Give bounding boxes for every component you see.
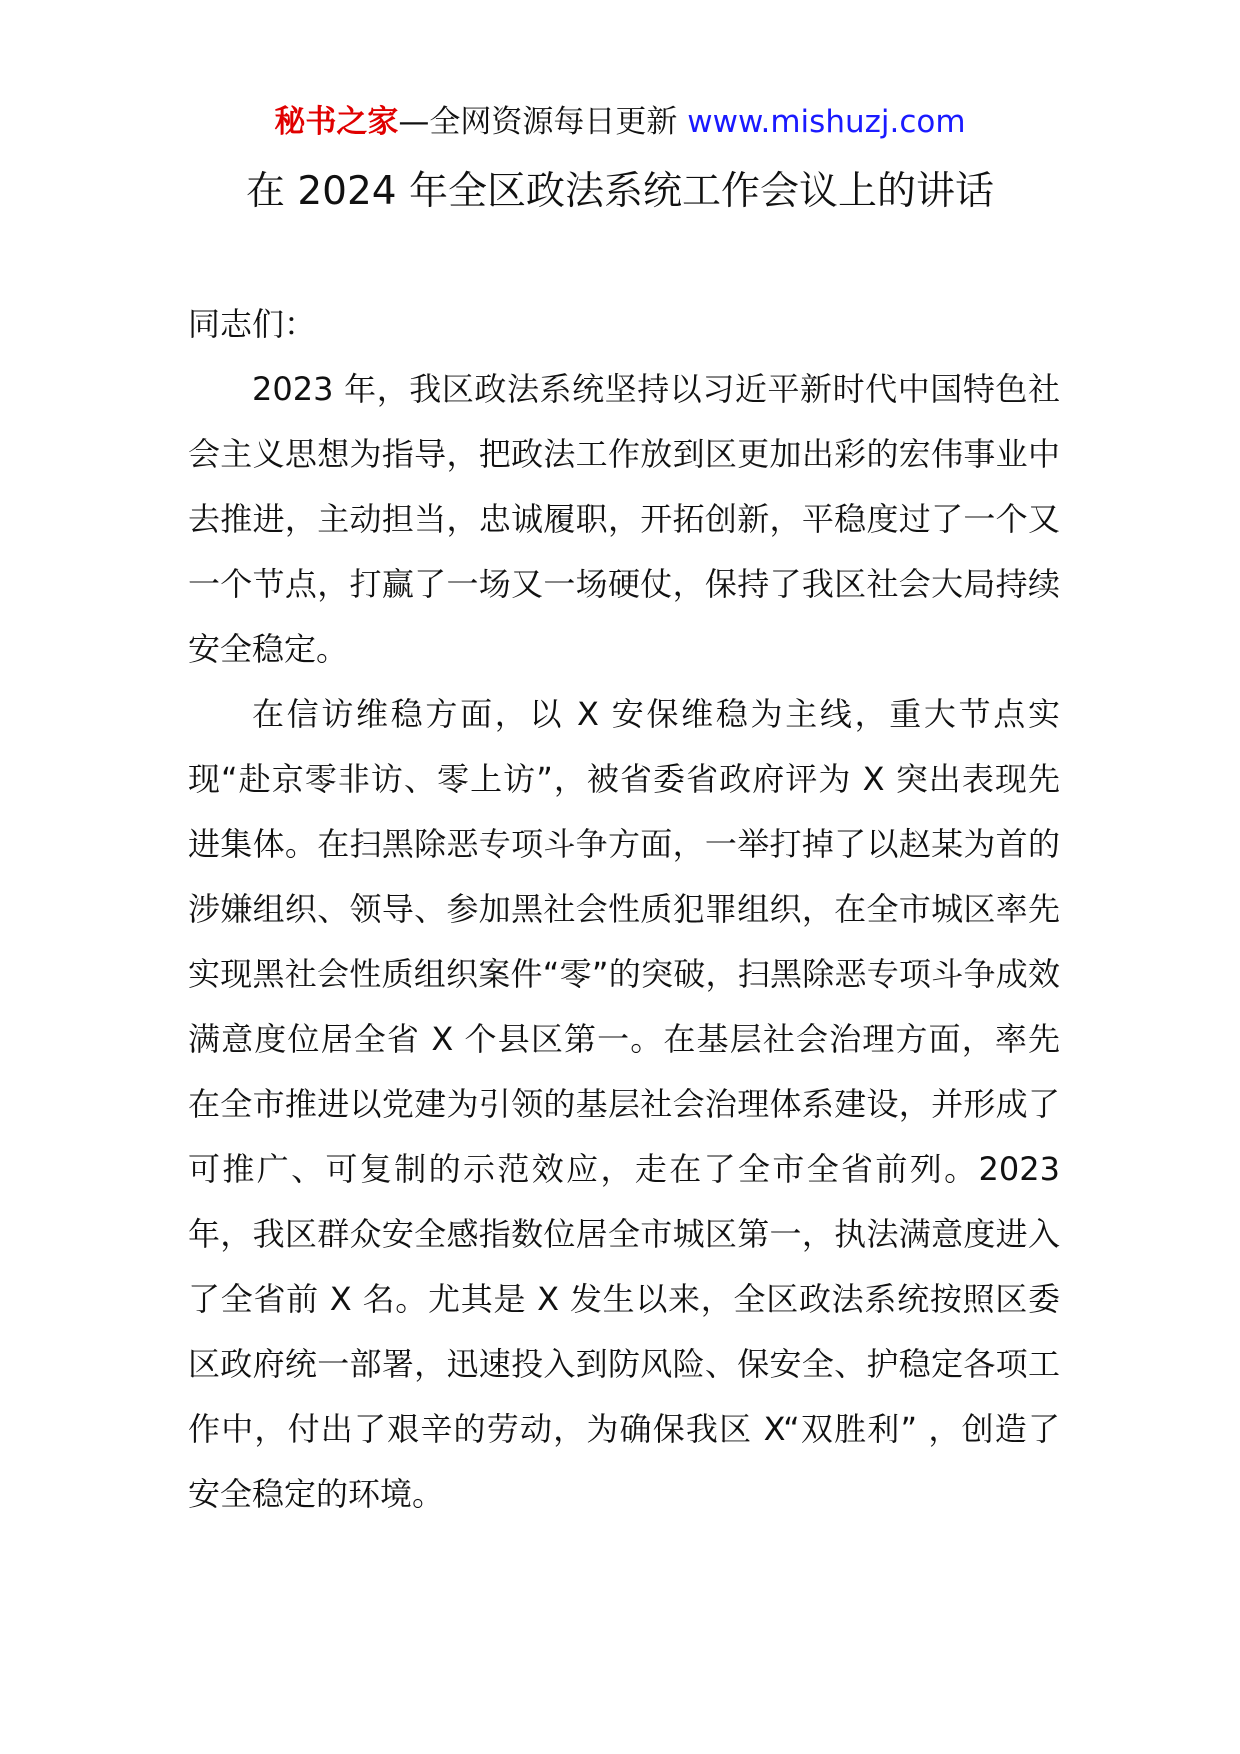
document-title: 在 2024 年全区政法系统工作会议上的讲话: [245, 169, 995, 214]
paragraph-achievements: 在信访维稳方面，以 X 安保维稳为主线，重大节点实现“赴京零非访、零上访”，被省委省政府评为 X 突出表现先进集体。在扫黑除恶专项斗争方面，一举打掉了以赵某为首的涉嫌组织、领导、参加黑社会性质犯罪组织，在全市城区率先实现黑社会性质组织案件“零”的突破，扫黑除恶专项斗争成效满意度位居全省 X 个县区第一。在基层社会治理方面，率先在全市推进以党建为引领的基层社会治理体系建设，并形成了可推广、可复制的示范效应，走在了全市全省前列。2023 年，我区群众安全感指数位居全市城区第一，执法满意度进入了全省前 X 名。尤其是 X 发生以来，全区政法系统按照区委区政府统一部署，迅速投入到防风险、保安全、护稳定各项工作中，付出了艰辛的劳动，为确保我区 X“双胜利” ，创造了安全稳定的环境。: [188, 695, 1060, 1513]
site-tagline: —全网资源每日更新: [398, 104, 688, 140]
site-url-link[interactable]: www.mishuzj.com: [687, 104, 966, 140]
salutation: 同志们：: [188, 305, 317, 343]
site-header: [0, 100, 1240, 144]
document-body: [188, 292, 1060, 1527]
brand-name: 秘书之家: [274, 104, 399, 140]
paragraph-summary: 2023 年，我区政法系统坚持以习近平新时代中国特色社会主义思想为指导，把政法工作放到区更加出彩的宏伟事业中去推进，主动担当，忠诚履职，开拓创新，平稳度过了一个又一个节点，打赢了一场又一场硬仗，保持了我区社会大局持续安全稳定。: [188, 370, 1060, 668]
